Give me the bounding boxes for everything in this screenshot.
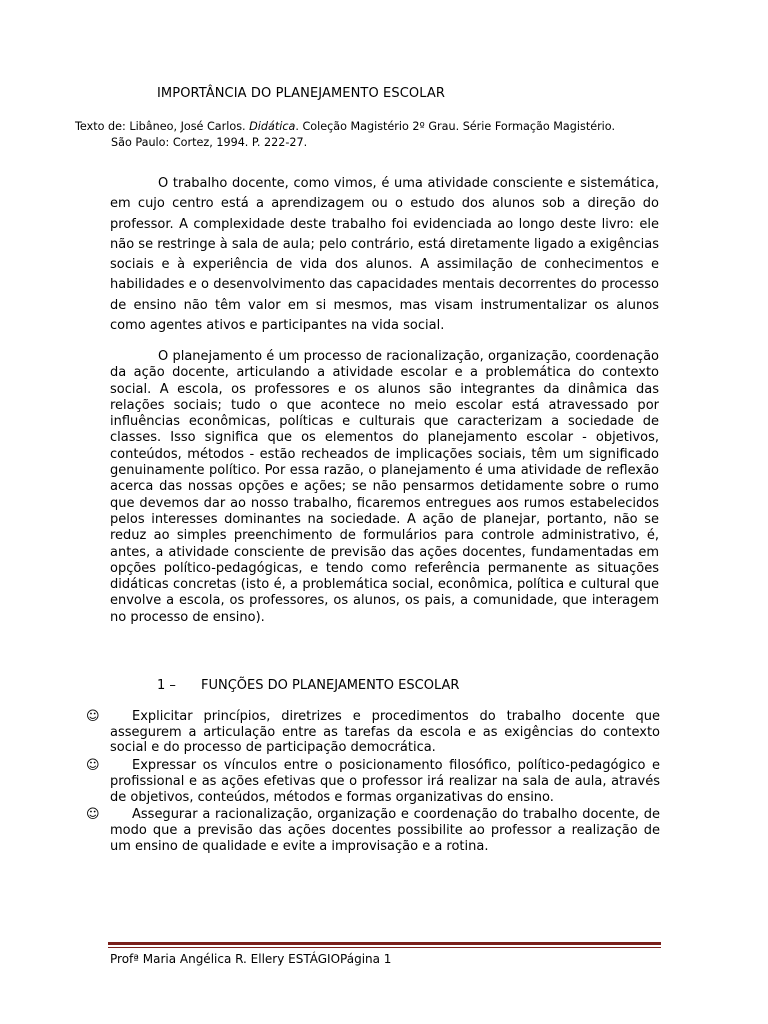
footer-rule-thin <box>108 947 661 948</box>
document-title: IMPORTÂNCIA DO PLANEJAMENTO ESCOLAR <box>157 86 445 101</box>
page-footer: Profª Maria Angélica R. Ellery ESTÁGIOPágina 1 <box>110 952 392 966</box>
list-item <box>86 758 660 805</box>
body-paragraph <box>110 174 659 336</box>
body-paragraph <box>110 349 659 626</box>
list-item-text: Expressar os vínculos entre o posicionamento filosófico, político-pedagógico e profissional e as ações efetivas que o professor irá realizar na sala de aula, através de objetivos, conteúdos, métodos e formas organizativas do ensino. <box>110 758 660 805</box>
paragraph-text: O trabalho docente, como vimos, é uma atividade consciente e sistemática, em cujo centro está a aprendizagem ou o estudo dos alunos sob a direção do professor. A complexidade deste trabalho foi evidenciada ao longo deste livro: ele não se restringe à sala de aula; pelo contrário, está diretamente ligado a exigências sociais e à experiência de vida dos alunos. A assimilação de conhecimentos e habilidades e o desenvolvimento das capacidades mentais decorrentes do processo de ensino não têm valor em si mesmos, mas visam instrumentalizar os alunos como agentes ativos e participantes na vida social. <box>110 176 659 334</box>
section-heading <box>157 678 459 693</box>
smiley-bullet-icon: ☺ <box>86 709 100 724</box>
footer-rule <box>108 942 661 945</box>
list-item-text: Assegurar a racionalização, organização e coordenação do trabalho docente, de modo que a previsão das ações docentes possibilite ao professor a realização de um ensino de qualidade e evite a improvisação e a rotina. <box>110 807 660 854</box>
citation <box>75 119 665 151</box>
section-number: 1 – <box>157 678 176 693</box>
list-item <box>86 807 660 854</box>
functions-list <box>86 709 660 856</box>
list-item-text: Explicitar princípios, diretrizes e procedimentos do trabalho docente que assegurem a articulação entre as tarefas da escola e as exigências do contexto social e do processo de participação democrática. <box>110 709 660 756</box>
citation-prefix: Texto de: Libâneo, José Carlos. <box>75 120 250 133</box>
citation-book-title: Didática <box>249 120 296 133</box>
citation-publisher: São Paulo: Cortez, 1994. P. 222-27. <box>111 136 308 149</box>
paragraph-text: O planejamento é um processo de racionalização, organização, coordenação da ação docente, articulando a atividade escolar e a problemática do contexto social. A escola, os professores e os alunos são integrantes da dinâmica das relações sociais; tudo o que acontece no meio escolar está atravessado por influências econômicas, políticas e culturais que caracterizam a sociedade de classes. Isso significa que os elementos do planejamento escolar - objetivos, conteúdos, métodos - estão recheados de implicações sociais, têm um significado genuinamente político. Por essa razão, o planejamento é uma atividade de reflexão acerca das nossas opções e ações; se não pensarmos detidamente sobre o rumo que devemos dar ao nosso trabalho, ficaremos entregues aos rumos estabelecidos pelos interesses dominantes na sociedade. A ação de planejar, portanto, não se reduz ao simples preenchimento de formulários para controle administrativo, é, antes, a atividade consciente de previsão das ações docentes, fundamentadas em opções político-pedagógicas, e tendo como referência permanente as situações didáticas concretas (isto é, a problemática social, econômica, política e cultural que envolve a escola, os professores, os alunos, os pais, a comunidade, que interagem no processo de ensino). <box>110 349 659 625</box>
section-title: FUNÇÕES DO PLANEJAMENTO ESCOLAR <box>201 678 460 693</box>
smiley-bullet-icon: ☺ <box>86 758 100 774</box>
citation-suffix: . Coleção Magistério 2º Grau. Série Formação Magistério. <box>295 120 615 133</box>
list-item <box>86 709 660 756</box>
smiley-bullet-icon: ☺ <box>86 807 100 823</box>
